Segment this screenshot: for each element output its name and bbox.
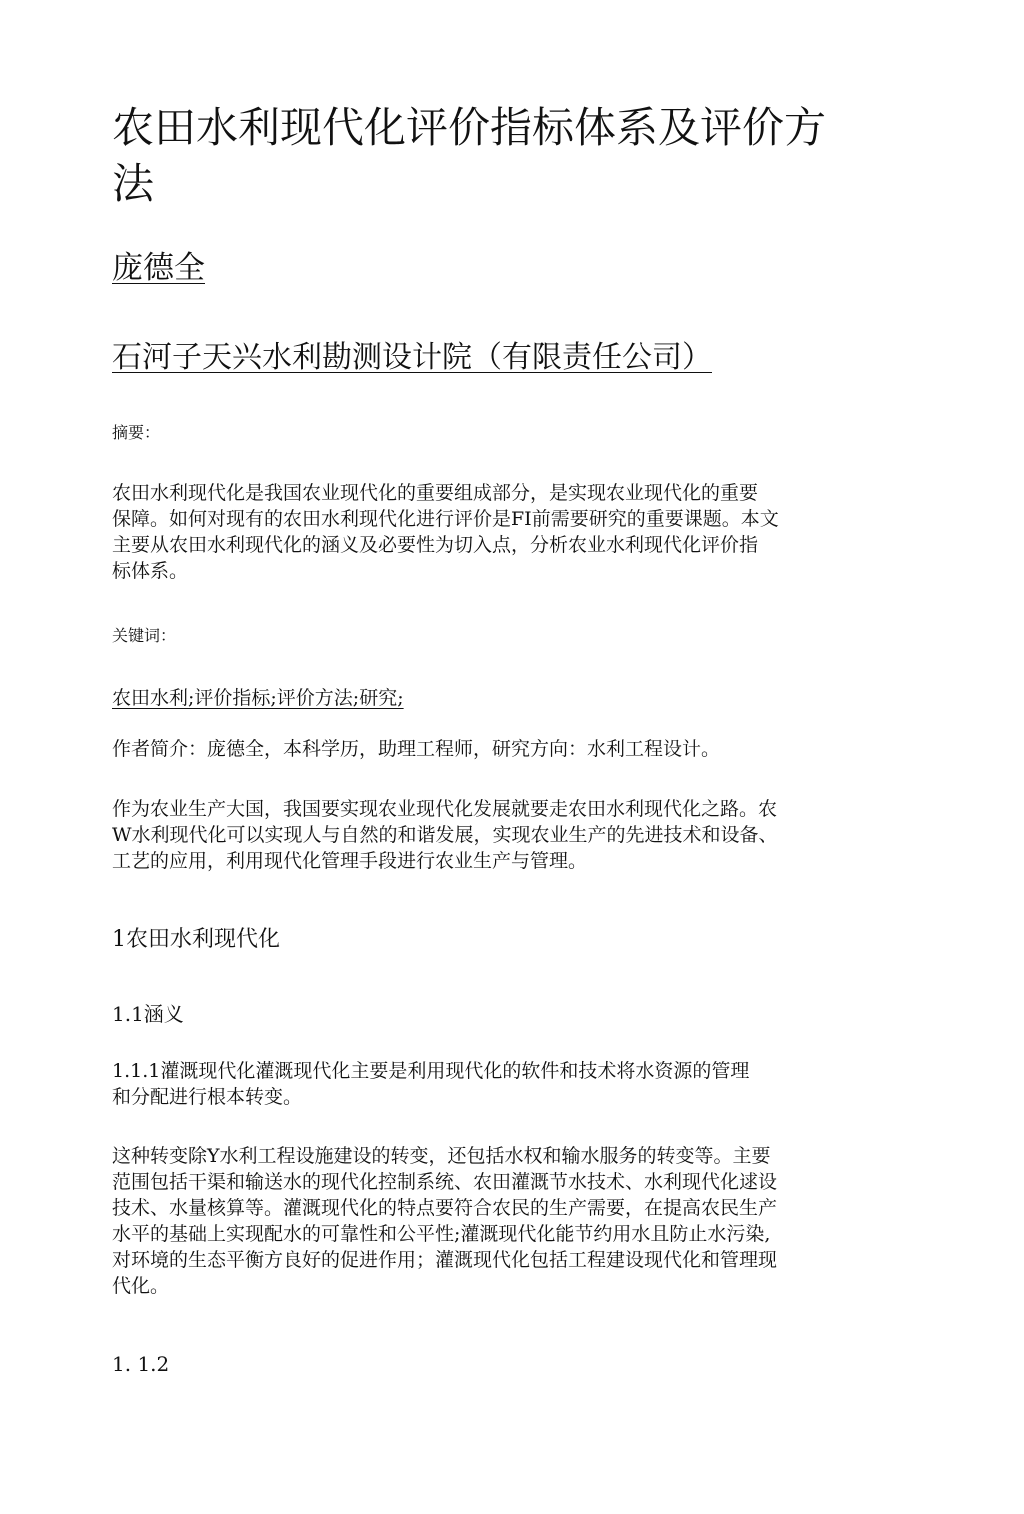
keywords-text: 农田水利;评价指标;评价方法;研究; [112, 687, 404, 709]
body-line: 这种转变除Y水利工程设施建设的转变，还包括水权和输水服务的转变等。主要 [112, 1145, 771, 1167]
abstract-text [112, 480, 892, 584]
author-affiliation: 石河子天兴水利勘测设计院（有限责任公司） [112, 340, 712, 375]
abstract-line: 标体系。 [112, 560, 189, 582]
abstract-line: 保障。如何对现有的农田水利现代化进行评价是FI前需要研究的重要课题。本文 [112, 508, 779, 530]
author-name: 庞德全 [112, 250, 205, 286]
body-line: 范围包括干渠和输送水的现代化控制系统、农田灌溉节水技术、水利现代化逑设 [112, 1171, 778, 1193]
intro-line: W水利现代化可以实现人与自然的和谐发展，实现农业生产的先进技术和设备、 [112, 824, 778, 846]
body-line: 水平的基础上实现配水的可靠性和公平性;灌溉现代化能节约用水且防止水污染, [112, 1223, 771, 1245]
intro-line: 工艺的应用，利用现代化管理手段进行农业生产与管理。 [112, 850, 588, 872]
section-1-heading: 1农田水利现代化 [112, 927, 280, 952]
title-line-2: 法 [112, 159, 155, 208]
body-line: 代化。 [112, 1275, 170, 1297]
abstract-label: 摘要： [112, 423, 161, 442]
document-title [112, 100, 892, 212]
intro-paragraph [112, 796, 892, 874]
body-line: 技术、水量核算等。灌溉现代化的特点要符合农民的生产需要，在提高农民生产 [112, 1197, 778, 1219]
abstract-line: 主要从农田水利现代化的涵义及必要性为切入点，分析农业水利现代化评价指 [112, 534, 759, 556]
section-1-1-1-line: 1.1.1灌溉现代化灌溉现代化主要是利用现代化的软件和技术将水资源的管理 [112, 1060, 750, 1082]
body-paragraph [112, 1143, 892, 1299]
section-1-1-1-paragraph [112, 1058, 892, 1110]
keywords-label: 关键词： [112, 626, 177, 645]
author-bio: 作者简介：庞德全，本科学历，助理工程师，研究方向：水利工程设计。 [112, 738, 721, 760]
intro-line: 作为农业生产大国，我国要实现农业现代化发展就要走农田水利现代化之路。农 [112, 798, 778, 820]
abstract-line: 农田水利现代化是我国农业现代化的重要组成部分，是实现农业现代化的重要 [112, 482, 759, 504]
section-1-1-2-heading: 1. 1.2 [112, 1352, 170, 1376]
section-1-1-heading: 1.1涵义 [112, 1002, 184, 1026]
body-line: 对环境的生态平衡方良好的促进作用；灌溉现代化包括工程建设现代化和管理现 [112, 1249, 778, 1271]
section-1-1-1-line: 和分配进行根本转变。 [112, 1086, 303, 1108]
title-line-1: 农田水利现代化评价指标体系及评价方 [112, 103, 827, 152]
